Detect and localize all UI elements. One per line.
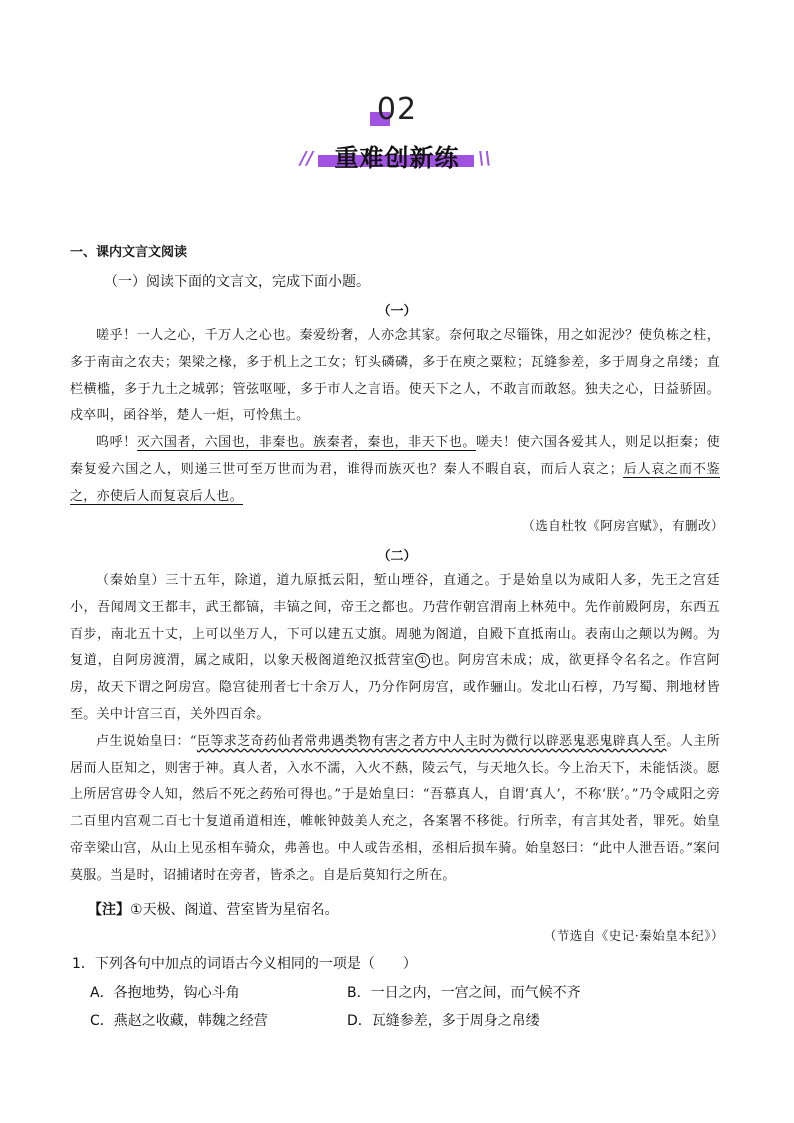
wavy-underlined-sentence: 臣等求芝奇药仙者常弗遇类物有害之者方中人主时为微行以辟恶鬼恶鬼辟真人至 xyxy=(196,733,667,749)
footnote xyxy=(88,899,339,919)
passage1-source: （选自杜牧《阿房宫赋》，有删改） xyxy=(522,518,724,533)
option-d[interactable]: D．瓦缝参差，多于周身之帛缕 xyxy=(347,1013,540,1029)
passage2-p2-start: 卢生说始皇曰：“ xyxy=(96,733,197,749)
passage2-source: （节选自《史记·秦始皇本纪》） xyxy=(543,928,724,943)
passage2-p2-end: 。人主所居而人臣知之，则害于神。真人者，入水不濡，入火不爇，陵云气，与天地久长。今上治天下，未能恬淡。愿上所居宫毋令人知，然后不死之药殆可得也。”于是始皇曰：“吾慕真人，自谓‘真人’，不称‘朕’。”乃令咸阳之旁二百里内宫观二百七十复道甬道相连，帷帐钟鼓美人充之，各案署不移徙。行所幸，有言其处者，罪死。始皇帝幸梁山宫，从山上见丞相车骑众，弗善也。中人或告丞相，丞相后损车骑。始皇怒曰：“此中人泄吾语。”案问莫服。当是时，诏捕诸时在旁者，皆杀之。自是后莫知行之所在。 xyxy=(70,733,720,883)
note-text: 天极、阁道、营室皆为星宿名。 xyxy=(142,902,339,918)
passage2-body xyxy=(70,568,720,890)
footnote-marker: ① xyxy=(415,653,430,668)
section-number: 02 xyxy=(376,92,418,127)
passage2-p1-start: （秦始皇）三十五年，除道，道九原抵云阳，堑山堙谷，直通之。于是始皇以为咸阳人多，先王之宫廷小，吾闻周文王都丰，武王都镐，丰镐之间，帝王之都也。乃营作朝宫渭南上林苑中。先作前殿阿房，东西五百步，南北五十丈，上可以坐万人，下可以建五丈旗。周驰为阁道，自殿下直抵南山。表南山之颠以为阙。为复道，自阿房渡渭，属之咸阳，以象天极阁道绝汉抵营室 xyxy=(70,573,720,669)
passage2-paragraph-1 xyxy=(70,568,720,729)
option-a[interactable]: A．各抱地势，钩心斗角 xyxy=(90,985,240,1001)
passage1-p2-middle: 嗟夫！使六国各爱其人，则足以拒秦；使秦复爱六国之人，则递三世可至万世而为君，谁得而族灭也？秦人不暇自哀，而后人哀之； xyxy=(70,435,720,477)
section-heading: 一、课内文言文阅读 xyxy=(70,245,188,260)
right-slash-decoration: \\ xyxy=(478,148,492,169)
option-c[interactable]: C．燕赵之收藏，韩魏之经营 xyxy=(90,1013,268,1029)
page-title: 重难创新练 xyxy=(334,144,460,172)
passage2-paragraph-2 xyxy=(70,729,720,890)
note-marker: ① xyxy=(130,902,143,918)
underlined-sentence-1: 灭六国者，六国也，非秦也。族秦者，秦也，非天下也。 xyxy=(136,435,476,451)
underlined-sentence-2: 后人哀之而不鉴之，亦使后人而复哀后人也。 xyxy=(70,461,720,504)
note-label: 【注】 xyxy=(88,902,130,918)
passage1-paragraph-1: 嗟乎！一人之心，千万人之心也。秦爱纷奢，人亦念其家。奈何取之尽锱铢，用之如泥沙？使负栋之柱，多于南亩之农夫；架梁之椽，多于机上之工女；钉头磷磷，多于在庾之粟粒；瓦缝参差，多于周身之帛缕；直栏横槛，多于九土之城郭；管弦呕哑，多于市人之言语。使天下之人，不敢言而敢怒。独夫之心，日益骄固。戍卒叫，函谷举，楚人一炬，可怜焦土。 xyxy=(70,328,720,424)
passage1-paragraph-2 xyxy=(70,430,720,510)
option-b[interactable]: B．一日之内，一宫之间，而气候不齐 xyxy=(347,985,581,1001)
passage1-body xyxy=(70,323,720,511)
section-instruction: （一）阅读下面的文言文，完成下面小题。 xyxy=(104,274,370,290)
passage1-p2-start: 呜呼！ xyxy=(96,435,137,451)
passage2-heading: （二） xyxy=(377,549,417,564)
question-1-stem: 1．下列各句中加点的词语古今义相同的一项是（ ） xyxy=(72,956,417,972)
left-slash-decoration: // xyxy=(300,148,314,169)
passage1-heading: （一） xyxy=(377,304,417,319)
passage2-p1-end: 也。阿房宫未成；成，欲更择令名名之。作宫阿房，故天下谓之阿房宫。隐宫徒刑者七十余万人，乃分作阿房宫，或作骊山。发北山石椁，乃写蜀、荆地材皆至。关中计宫三百，关外四百余。 xyxy=(70,653,720,722)
